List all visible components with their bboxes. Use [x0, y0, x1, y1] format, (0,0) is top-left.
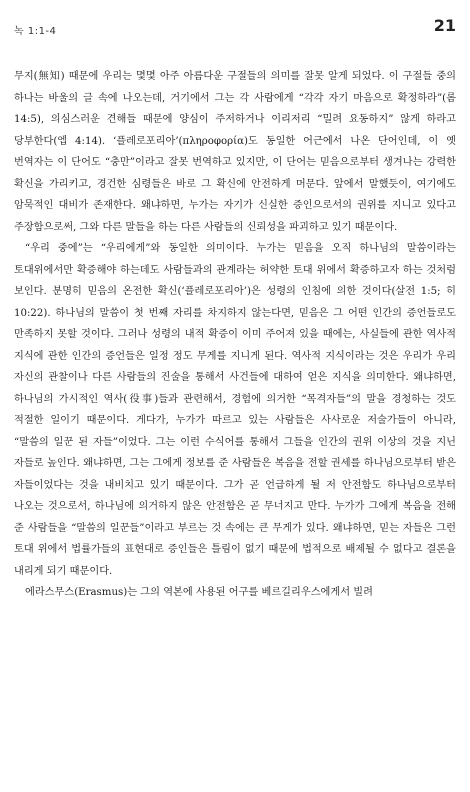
page-number: 21	[433, 16, 456, 35]
running-head: 녹 1:1-4	[14, 26, 57, 37]
paragraph: “우리 중에”는 “우리에게”와 동일한 의미이다. 누가는 믿음을 오직 하나님의 말씀이라는 토대위에서만 확증해야 하는데도 사람들과의 관계라는 허약한 토대 위에서 확증하고자 하는 것처럼 보인다. 분명히 믿음의 온전한 확신(‘플레로포리아’)은 성령의 인침에 의한 것이다(살전 1:5; 히 10:22). 하나님의 말씀이 첫 번째 자리를 차지하지 않는다면, 믿음은 그 어떤 인간의 증언들로도 만족하지 못할 것이다. 그러나 성령의 내적 확증이 이미 주어져 있을 때에는, 사실들에 관한 역사적 지식에 관한 인간의 증언들은 일정 정도 무게를 지니게 된다. 역사적 지식이라는 것은 우리가 우리 자신의 관찰이나 다른 사람들의 진술을 통해서 사건들에 대하여 얻은 지식을 의미한다. 왜냐하면, 하나님의 가시적인 역사(役事)들과 관련해서, 경험에 의거한 “목격자들”의 말을 경청하는 것도 적절한 일이기 때문이다. 게다가, 누가가 따르고 있는 사람들은 사사로운 저술가들이 아니라, “말씀의 일꾼 된 자들”이었다. 그는 이런 수식어를 통해서 그들을 인간의 권위 이상의 것을 지닌 자들로 높인다. 왜냐하면, 그는 그에게 정보를 준 사람들은 복음을 전할 권세를 하나님으로부터 받은 자들이었다는 것을 내비치고 있기 때문이다. 그가 곧 언급하게 될 저 안전함도 하나님으로부터 나오는 것으로서, 하나님에 의거하지 않은 안전함은 곧 무너지고 만다. 누가가 그에게 복음을 전해 준 사람들을 “말씀의 일꾼들”이라고 부르는 것 속에는 큰 무게가 있다. 왜냐하면, 믿는 자들은 그런 토대 위에서 법률가들의 표현대로 증인들은 틀림이 없기 때문에 법적으로 배제될 수 없다고 결론을 내리게 되기 때문이다.	[14, 243, 456, 577]
page-header	[14, 16, 456, 44]
body-text	[14, 66, 456, 604]
paragraph: 무지(無知) 때문에 우리는 몇몇 아주 아름다운 구절들의 의미를 잘못 알게 되었다. 이 구절들 중의 하나는 바울의 글 속에 나오는데, 거기에서 그는 각 사람에게 “각각 자기 마음으로 확정하라”(롬 14:5), 의심스러운 견해들 때문에 양심이 주저하거나 이리저리 “밀려 요동하지” 않게 하라고 당부한다(엡 4:14). ‘플레로포리아’(πληροφορία)도 동일한 어근에서 나온 단어인데, 이 옛 번역자는 이 단어도 “충만”이라고 잘못 번역하고 있지만, 이 단어는 믿음으로부터 생겨나는 강력한 확신을 가리키고, 경건한 심령들은 바로 그 확신에 안전하게 머문다. 앞에서 말했듯이, 여기에도 암묵적인 대비가 존재한다. 왜냐하면, 누가는 자기가 신실한 증인으로서의 권위를 지니고 있다고 주장함으로써, 그와 다른 말들을 하는 다른 사람들의 신뢰성을 파괴하고 있기 때문이다.	[14, 71, 456, 233]
paragraph: 에라스무스(Erasmus)는 그의 역본에 사용된 어구를 베르길리우스에게서 빌려	[25, 587, 373, 598]
